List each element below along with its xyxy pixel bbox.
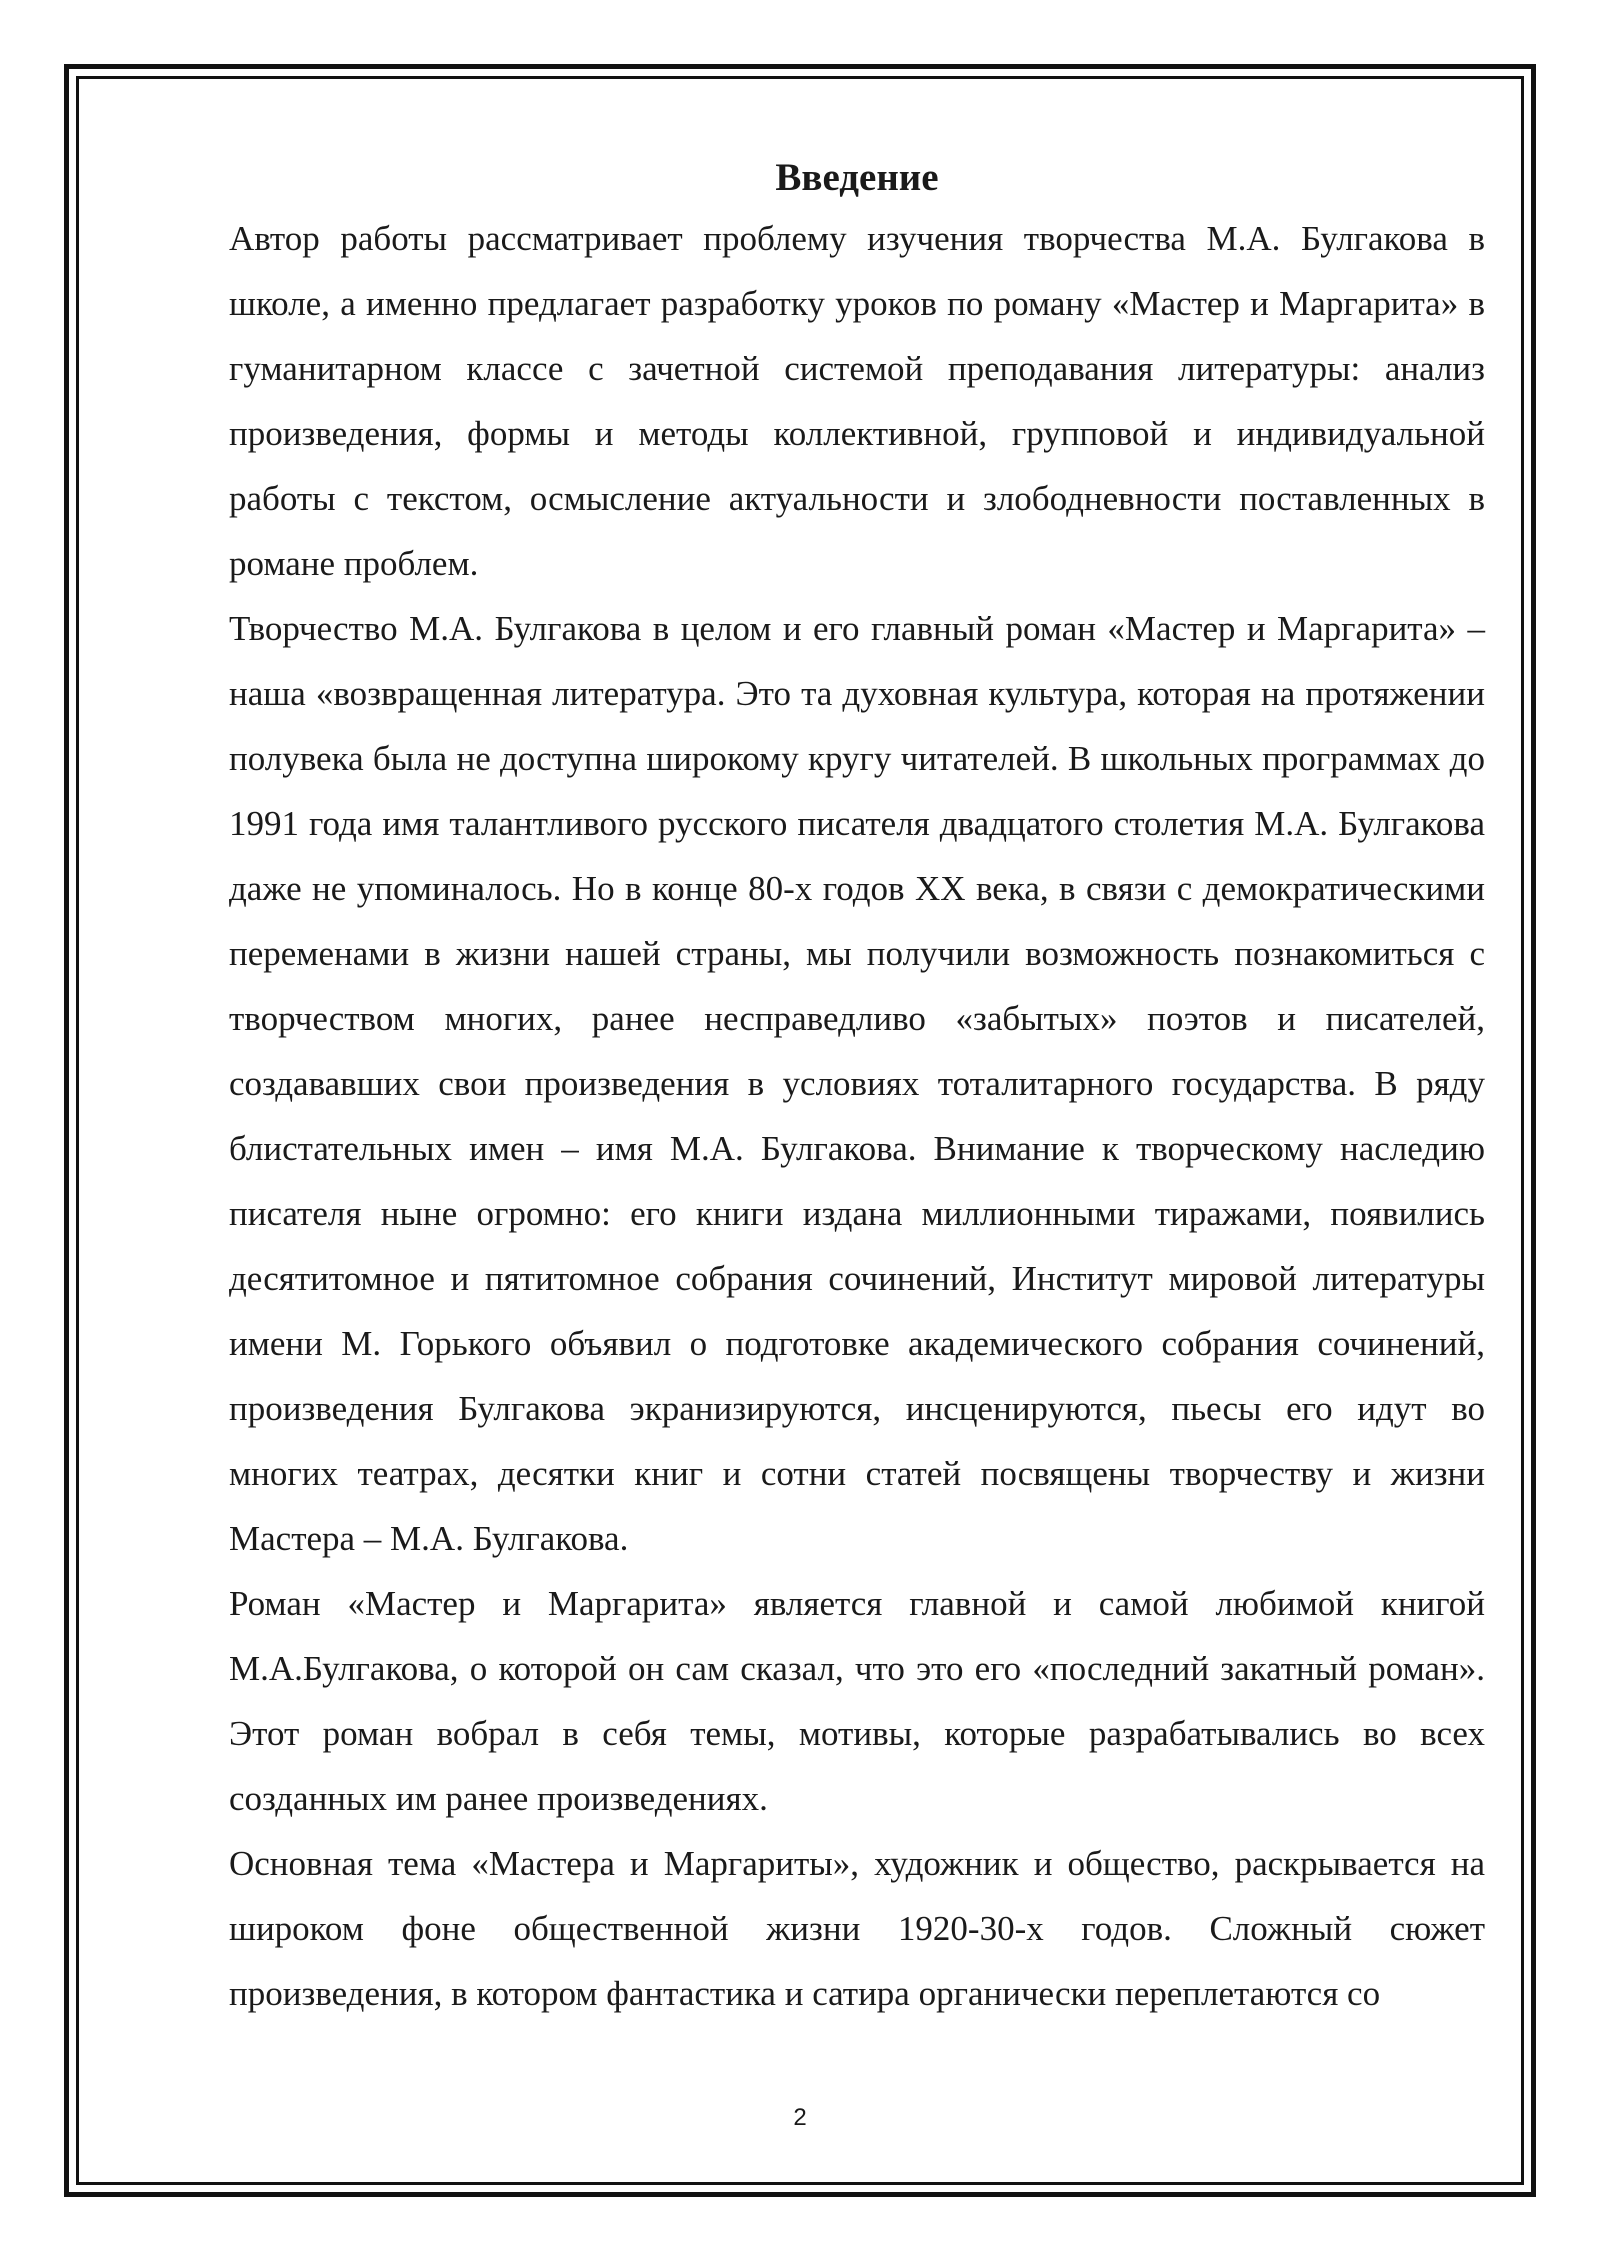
paragraph-4: Основная тема «Мастера и Маргариты», художник и общество, раскрывается на широком фоне общественной жизни 1920-30-х годов. Сложный сюжет произведения, в котором фантастика и сатира органически переплетаются со (229, 1844, 1485, 2013)
paragraph-1: Автор работы рассматривает проблему изучения творчества М.А. Булгакова в школе, а именно предлагает разработку уроков по роману «Мастер и Маргарита» в гуманитарном классе с зачетной системой преподавания литературы: анализ произведения, формы и методы коллективной, групповой и индивидуальной работы с текстом, осмысление актуальности и злободневности поставленных в романе проблем. (229, 219, 1485, 583)
page-number: 2 (793, 2104, 807, 2131)
document-body (229, 150, 1485, 2026)
paragraph-2: Творчество М.А. Булгакова в целом и его главный роман «Мастер и Маргарита» – наша «возвращенная литература. Это та духовная культура, которая на протяжении полувека была не доступна широкому кругу читателей. В школьных программах до 1991 года имя талантливого русского писателя двадцатого столетия М.А. Булгакова даже не упоминалось. Но в конце 80-х годов XX века, в связи с демократическими переменами в жизни нашей страны, мы получили возможность познакомиться с творчеством многих, ранее несправедливо «забытых» поэтов и писателей, создававших свои произведения в условиях тоталитарного государства. В ряду блистательных имен – имя М.А. Булгакова. Внимание к творческому наследию писателя ныне огромно: его книги издана миллионными тиражами, появились десятитомное и пятитомное собрания сочинений, Институт мировой литературы имени М. Горького объявил о подготовке академического собрания сочинений, произведения Булгакова экранизируются, инсценируются, пьесы его идут во многих театрах, десятки книг и сотни статей посвящены творчеству и жизни Мастера – М.А. Булгакова. (229, 609, 1485, 1558)
page-title: Введение (775, 156, 939, 199)
paragraph-3: Роман «Мастер и Маргарита» является главной и самой любимой книгой М.А.Булгакова, о которой он сам сказал, что это его «последний закатный роман». Этот роман вобрал в себя темы, мотивы, которые разрабатывались во всех созданных им ранее произведениях. (229, 1584, 1485, 1818)
